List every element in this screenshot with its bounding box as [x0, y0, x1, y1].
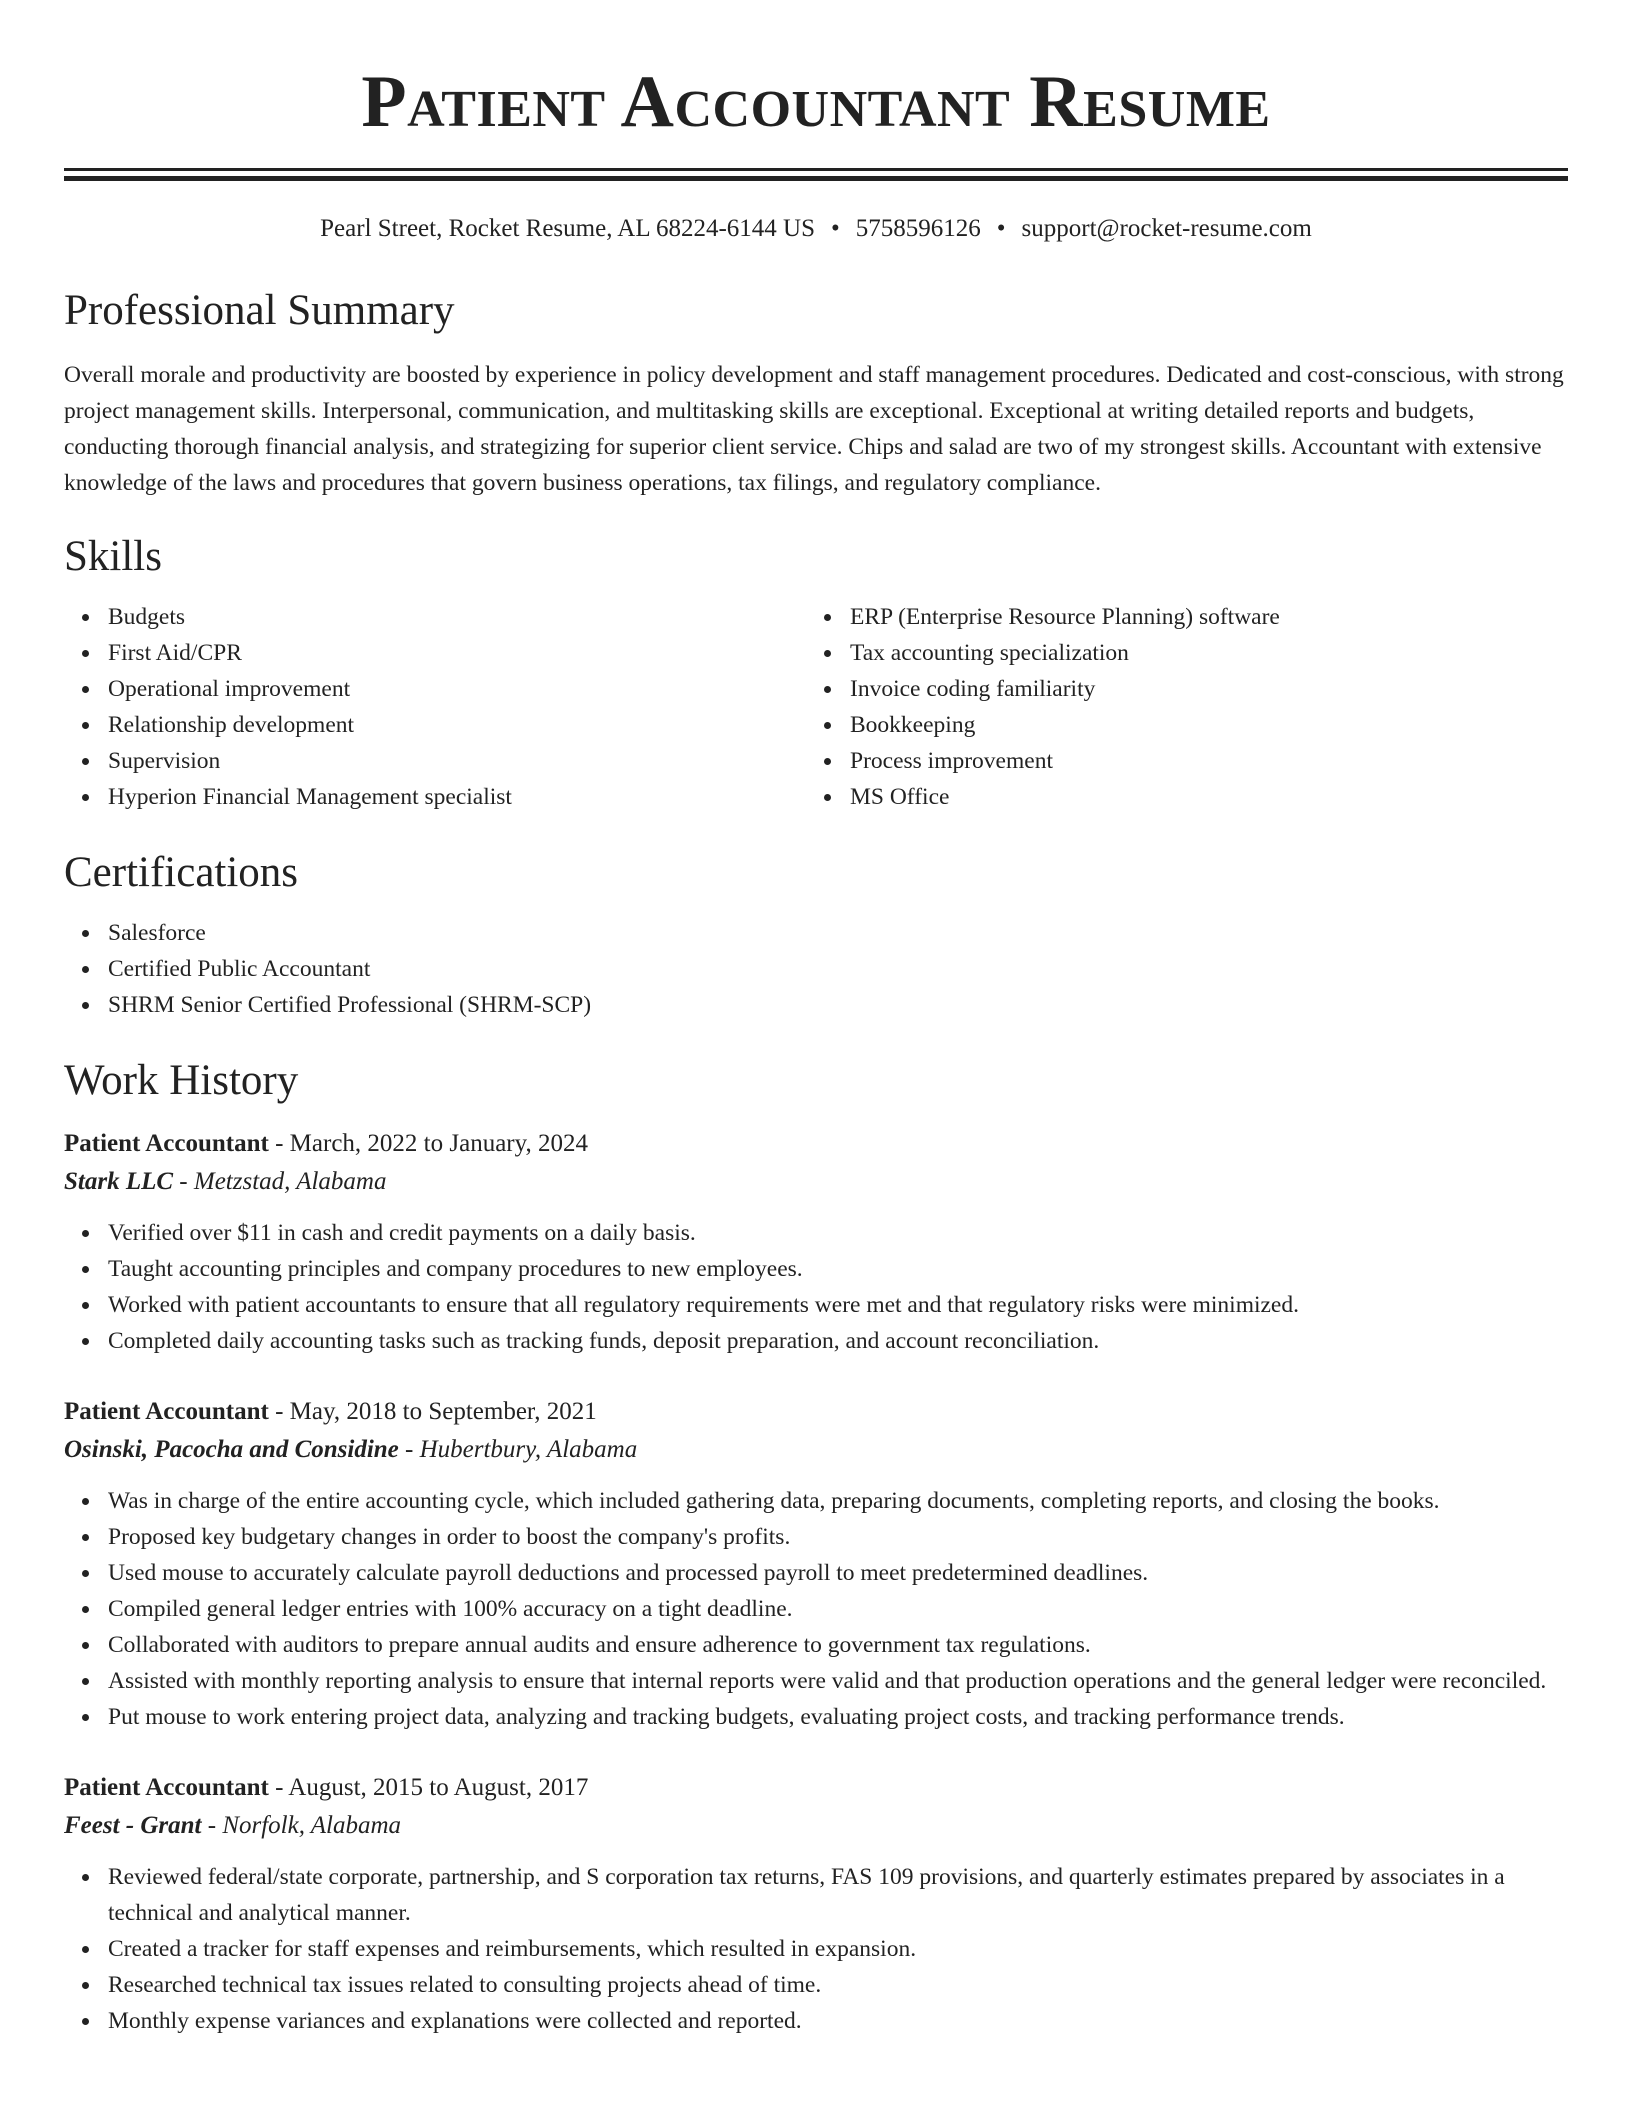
job-title: Patient Accountant	[64, 1398, 269, 1425]
job-company-line	[64, 1163, 1568, 1201]
skills-list-right	[806, 599, 1548, 815]
job-title-line	[64, 1125, 1568, 1163]
job-bullet: Assisted with monthly reporting analysis to ensure that internal reports were valid and that production operations and the general ledger were reconciled.	[108, 1663, 1568, 1699]
job-bullets	[64, 1215, 1568, 1359]
skill-item: First Aid/CPR	[108, 635, 806, 671]
skills-column-left	[64, 599, 806, 815]
skill-item: Tax accounting specialization	[850, 635, 1548, 671]
job-location: - Hubertbury, Alabama	[398, 1436, 638, 1463]
job-title-line	[64, 1393, 1568, 1431]
skills-column-right	[806, 599, 1548, 815]
job-bullet: Used mouse to accurately calculate payroll deductions and processed payroll to meet predetermined deadlines.	[108, 1555, 1568, 1591]
job-bullet: Was in charge of the entire accounting cycle, which included gathering data, preparing documents, completing reports, and closing the books.	[108, 1483, 1568, 1519]
skill-item: ERP (Enterprise Resource Planning) software	[850, 599, 1548, 635]
job-company: Osinski, Pacocha and Considine	[64, 1436, 399, 1463]
job-bullet: Collaborated with auditors to prepare annual audits and ensure adherence to government tax regulations.	[108, 1627, 1568, 1663]
job-bullets	[64, 1483, 1568, 1735]
job-bullet: Monthly expense variances and explanations were collected and reported.	[108, 2003, 1568, 2039]
job-entry	[64, 1769, 1568, 2039]
certification-item: Certified Public Accountant	[108, 951, 1568, 987]
contact-separator: •	[996, 215, 1006, 242]
job-entry	[64, 1125, 1568, 1359]
skill-item: MS Office	[850, 779, 1548, 815]
job-company: Stark LLC	[64, 1168, 174, 1195]
job-company-line	[64, 1431, 1568, 1469]
job-bullet: Put mouse to work entering project data, analyzing and tracking budgets, evaluating project costs, and tracking performance trends.	[108, 1699, 1568, 1735]
skill-item: Process improvement	[850, 743, 1548, 779]
skills-columns	[64, 599, 1568, 815]
summary-heading: Professional Summary	[64, 287, 455, 334]
job-bullets	[64, 1859, 1568, 2039]
skill-item: Invoice coding familiarity	[850, 671, 1548, 707]
job-company: Feest - Grant	[64, 1812, 202, 1839]
skill-item: Bookkeeping	[850, 707, 1548, 743]
contact-email: support@rocket-resume.com	[1021, 215, 1312, 242]
skill-item: Supervision	[108, 743, 806, 779]
job-bullet: Verified over $11 in cash and credit payments on a daily basis.	[108, 1215, 1568, 1251]
job-title: Patient Accountant	[64, 1774, 269, 1801]
contact-line	[64, 213, 1568, 245]
certification-item: Salesforce	[108, 915, 1568, 951]
summary-text: Overall morale and productivity are boosted by experience in policy development and staff management procedures. Dedicated and cost-conscious, with strong project management skills. Interpersonal, communication, and multitasking skills are exceptional. Exceptional at writing detailed reports and budgets, conducting thorough financial analysis, and strategizing for superior client service. Chips and salad are two of my strongest skills. Accountant with extensive knowledge of the laws and procedures that govern business operations, tax filings, and regulatory compliance.	[64, 362, 1564, 496]
job-location: - Norfolk, Alabama	[201, 1812, 402, 1839]
job-bullet: Researched technical tax issues related to consulting projects ahead of time.	[108, 1967, 1568, 2003]
job-bullet: Created a tracker for staff expenses and reimbursements, which resulted in expansion.	[108, 1931, 1568, 1967]
certifications-heading: Certifications	[64, 849, 299, 896]
work-history-heading: Work History	[64, 1057, 299, 1104]
certifications-list	[64, 915, 1568, 1023]
job-bullet: Completed daily accounting tasks such as tracking funds, deposit preparation, and account reconciliation.	[108, 1323, 1568, 1359]
skill-item: Budgets	[108, 599, 806, 635]
skill-item: Relationship development	[108, 707, 806, 743]
job-bullet: Taught accounting principles and company procedures to new employees.	[108, 1251, 1568, 1287]
title-divider	[64, 168, 1568, 181]
contact-separator: •	[831, 215, 840, 242]
contact-phone: 5758596126	[855, 215, 981, 242]
resume-page	[64, 0, 1568, 2039]
skills-heading: Skills	[64, 533, 162, 580]
job-entry	[64, 1393, 1568, 1735]
job-bullet: Reviewed federal/state corporate, partnership, and S corporation tax returns, FAS 109 provisions, and quarterly estimates prepared by associates in a technical and analytical manner.	[108, 1859, 1568, 1931]
contact-address: Pearl Street, Rocket Resume, AL 68224-6144 US	[320, 215, 815, 242]
certification-item: SHRM Senior Certified Professional (SHRM-SCP)	[108, 987, 1568, 1023]
skill-item: Operational improvement	[108, 671, 806, 707]
job-location: - Metzstad, Alabama	[173, 1168, 387, 1195]
job-bullet: Worked with patient accountants to ensure that all regulatory requirements were met and that regulatory risks were minimized.	[108, 1287, 1568, 1323]
job-bullet: Proposed key budgetary changes in order to boost the company's profits.	[108, 1519, 1568, 1555]
job-dates: - August, 2015 to August, 2017	[268, 1774, 589, 1801]
job-bullet: Compiled general ledger entries with 100% accuracy on a tight deadline.	[108, 1591, 1568, 1627]
skill-item: Hyperion Financial Management specialist	[108, 779, 806, 815]
job-title: Patient Accountant	[64, 1130, 269, 1157]
resume-title: Patient Accountant Resume	[361, 61, 1271, 143]
job-title-line	[64, 1769, 1568, 1807]
job-dates: - May, 2018 to September, 2021	[268, 1398, 597, 1425]
skills-list-left	[64, 599, 806, 815]
job-company-line	[64, 1807, 1568, 1845]
job-dates: - March, 2022 to January, 2024	[268, 1130, 588, 1157]
